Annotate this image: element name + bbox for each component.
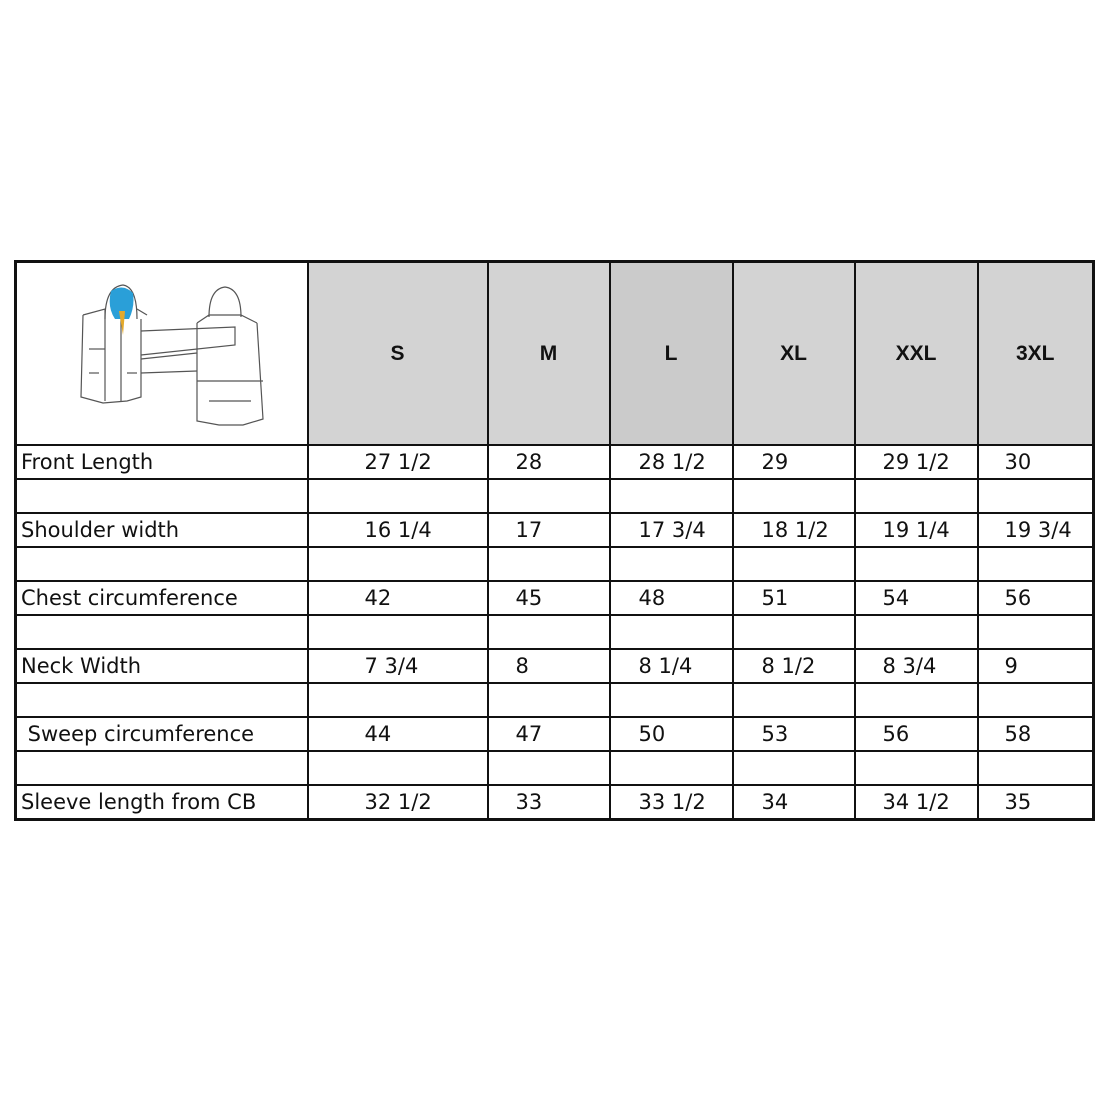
empty-cell [16,479,308,513]
empty-cell [488,615,610,649]
cell-value: 17 [488,513,610,547]
empty-cell [308,615,488,649]
cell-value: 34 [733,785,855,820]
empty-cell [978,479,1094,513]
cell-value: 29 [733,445,855,479]
cell-value: 16 1/4 [308,513,488,547]
table-row [16,513,1094,547]
row-label: Sweep circumference [16,717,308,751]
cell-value: 28 [488,445,610,479]
spacer-row [16,683,1094,717]
cell-value: 45 [488,581,610,615]
cell-value: 28 1/2 [610,445,733,479]
cell-value: 34 1/2 [855,785,978,820]
empty-cell [978,615,1094,649]
cell-value: 56 [855,717,978,751]
empty-cell [610,479,733,513]
empty-cell [610,683,733,717]
spacer-row [16,479,1094,513]
cell-value: 19 1/4 [855,513,978,547]
cell-value: 44 [308,717,488,751]
cell-value: 35 [978,785,1094,820]
size-header-3xl: 3XL [978,262,1094,446]
cell-value: 47 [488,717,610,751]
empty-cell [855,547,978,581]
row-label: Chest circumference [16,581,308,615]
cell-value: 42 [308,581,488,615]
empty-cell [855,683,978,717]
empty-cell [733,479,855,513]
illustration-cell [16,262,308,446]
empty-cell [733,615,855,649]
empty-cell [308,479,488,513]
empty-cell [855,615,978,649]
cell-value: 19 3/4 [978,513,1094,547]
empty-cell [488,683,610,717]
empty-cell [488,751,610,785]
row-label: Sleeve length from CB [16,785,308,820]
cell-value: 7 3/4 [308,649,488,683]
cell-value: 29 1/2 [855,445,978,479]
header-row [16,262,1094,446]
size-header-m: M [488,262,610,446]
empty-cell [16,751,308,785]
cell-value: 48 [610,581,733,615]
jacket-front-back-illustration-icon [75,279,285,429]
spacer-row [16,751,1094,785]
empty-cell [308,683,488,717]
cell-value: 58 [978,717,1094,751]
empty-cell [610,751,733,785]
cell-value: 56 [978,581,1094,615]
empty-cell [978,683,1094,717]
size-header-xl: XL [733,262,855,446]
empty-cell [308,547,488,581]
cell-value: 18 1/2 [733,513,855,547]
empty-cell [488,547,610,581]
size-header-l: L [610,262,733,446]
row-label: Neck Width [16,649,308,683]
empty-cell [308,751,488,785]
empty-cell [488,479,610,513]
cell-value: 50 [610,717,733,751]
empty-cell [16,615,308,649]
cell-value: 8 1/4 [610,649,733,683]
empty-cell [855,479,978,513]
size-header-xxl: XXL [855,262,978,446]
empty-cell [978,547,1094,581]
row-label: Shoulder width [16,513,308,547]
cell-value: 51 [733,581,855,615]
table-row [16,649,1094,683]
cell-value: 8 [488,649,610,683]
empty-cell [610,615,733,649]
size-header-s: S [308,262,488,446]
cell-value: 17 3/4 [610,513,733,547]
table-row [16,785,1094,820]
cell-value: 33 [488,785,610,820]
empty-cell [16,683,308,717]
table-row [16,717,1094,751]
cell-value: 53 [733,717,855,751]
cell-value: 30 [978,445,1094,479]
empty-cell [610,547,733,581]
empty-cell [855,751,978,785]
empty-cell [978,751,1094,785]
size-chart-table [14,260,1095,821]
empty-cell [733,751,855,785]
empty-cell [16,547,308,581]
row-label: Front Length [16,445,308,479]
cell-value: 33 1/2 [610,785,733,820]
cell-value: 8 3/4 [855,649,978,683]
cell-value: 8 1/2 [733,649,855,683]
table-row [16,581,1094,615]
empty-cell [733,547,855,581]
cell-value: 9 [978,649,1094,683]
spacer-row [16,615,1094,649]
table-row [16,445,1094,479]
cell-value: 32 1/2 [308,785,488,820]
spacer-row [16,547,1094,581]
cell-value: 27 1/2 [308,445,488,479]
empty-cell [733,683,855,717]
cell-value: 54 [855,581,978,615]
